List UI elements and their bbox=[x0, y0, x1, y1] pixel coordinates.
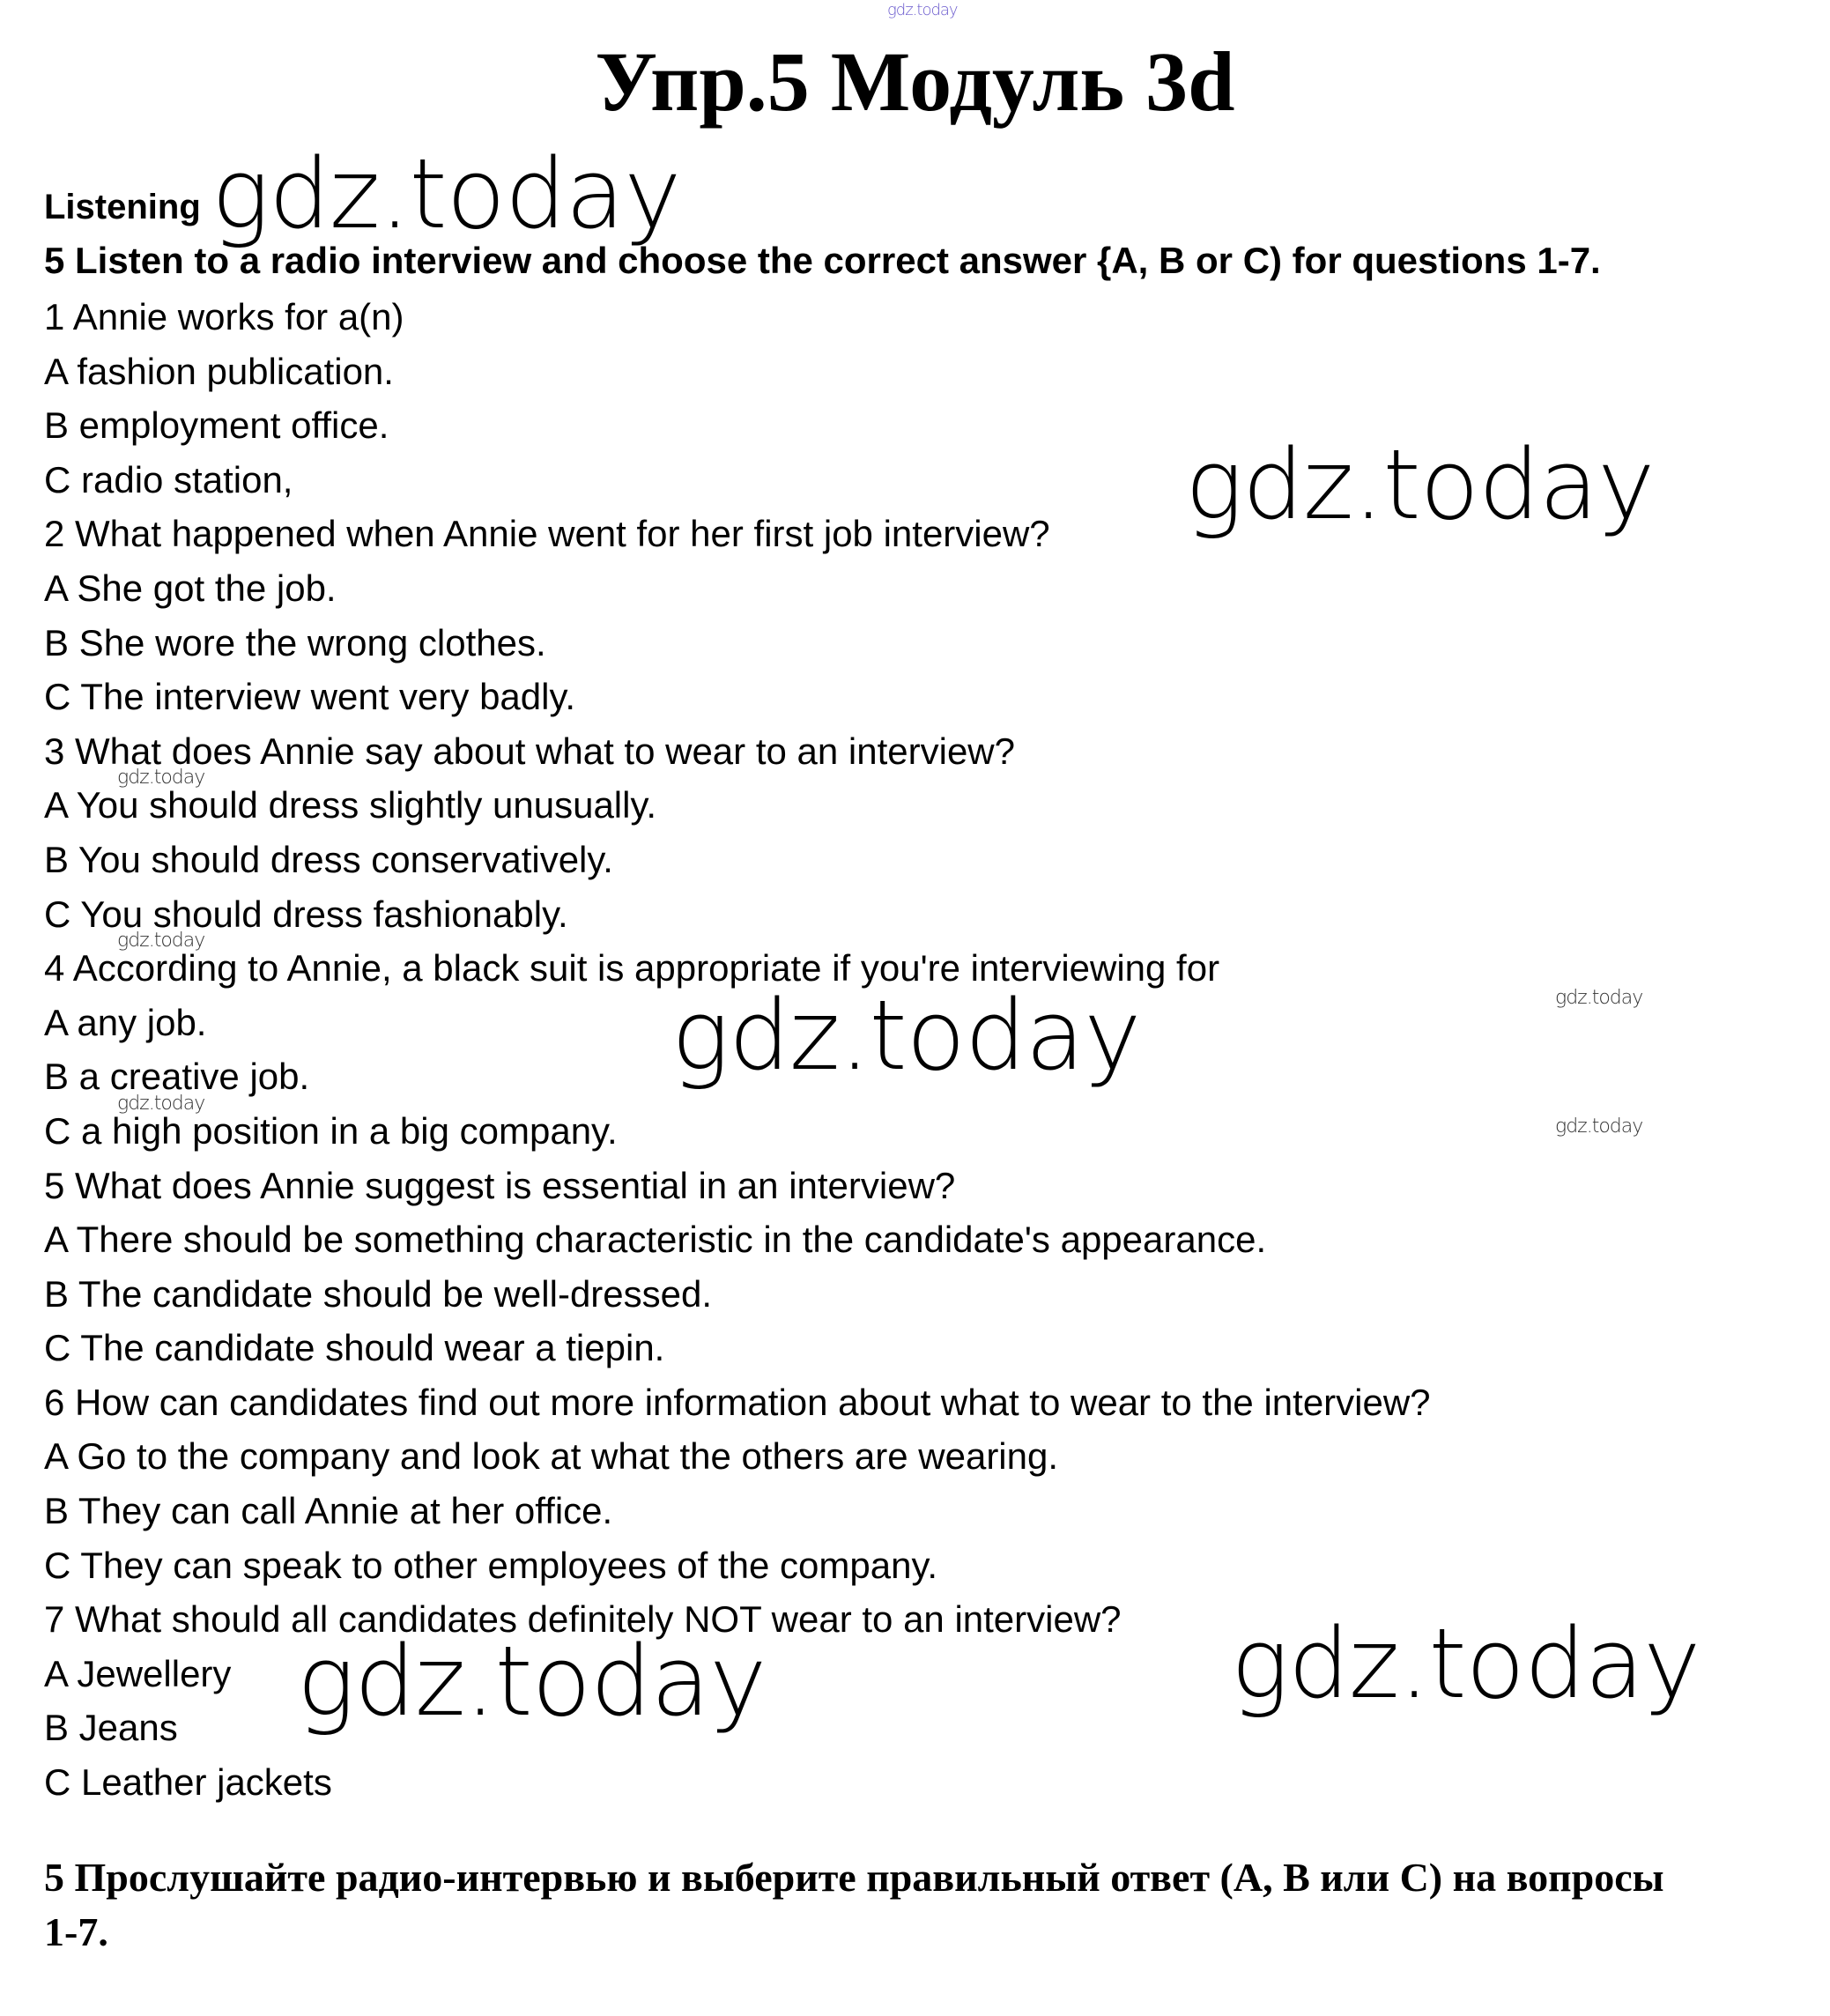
answer-line: B employment office. bbox=[44, 404, 389, 447]
watermark: gdz.today bbox=[1185, 428, 1655, 541]
answer-line: A fashion publication. bbox=[44, 350, 394, 392]
answer-line: B She wore the wrong clothes. bbox=[44, 621, 546, 663]
answer-line: A You should dress slightly unusually. bbox=[44, 784, 657, 826]
watermark: gdz.today bbox=[117, 1093, 205, 1115]
question-line: 3 What does Annie say about what to wear to an interview? bbox=[44, 730, 1015, 772]
answer-line: B The candidate should be well-dressed. bbox=[44, 1272, 713, 1315]
answer-line: A There should be something characteristic in the candidate's appearance. bbox=[44, 1219, 1267, 1261]
question-line: 1 Annie works for a(n) bbox=[44, 296, 404, 337]
question-line: 4 According to Annie, a black suit is appropriate if you're interviewing for bbox=[44, 947, 1220, 989]
question-line: 6 How can candidates find out more information about what to wear to the interview? bbox=[44, 1381, 1431, 1423]
page-title: Упр.5 Модуль 3d bbox=[595, 34, 1235, 129]
watermark: gdz.today bbox=[671, 979, 1141, 1092]
watermark: gdz.today bbox=[1555, 1115, 1643, 1138]
question-line: 5 What does Annie suggest is essential in an interview? bbox=[44, 1164, 956, 1206]
watermark: gdz.today bbox=[117, 767, 205, 789]
watermark: gdz.today bbox=[117, 930, 205, 952]
watermark: gdz.today bbox=[887, 1, 958, 19]
section-label: Listening bbox=[44, 188, 201, 226]
answer-line: C You should dress fashionably. bbox=[44, 893, 568, 935]
task-instruction: 5 Listen to a radio interview and choose the correct answer {A, B or C) for questions 1-7. bbox=[44, 240, 1601, 281]
watermark: gdz.today bbox=[1555, 987, 1643, 1009]
answer-line: A Jewellery bbox=[44, 1652, 232, 1694]
answer-line: B Jeans bbox=[44, 1707, 178, 1749]
answer-line: C They can speak to other employees of the company. bbox=[44, 1544, 938, 1586]
watermark: gdz.today bbox=[1231, 1607, 1700, 1720]
answer-line: C Leather jackets bbox=[44, 1761, 332, 1804]
answer-line: C The candidate should wear a tiepin. bbox=[44, 1327, 665, 1369]
answer-line: C a high position in a big company. bbox=[44, 1109, 618, 1152]
answer-line: B a creative job. bbox=[44, 1056, 310, 1098]
watermark: gdz.today bbox=[211, 137, 681, 250]
answer-line: A She got the job. bbox=[44, 567, 337, 609]
russian-translation: 5 Прослушайте радио-интервью и выберите правильный ответ (А, В или С) на вопросы 1-7. bbox=[44, 1855, 1664, 1954]
watermark: gdz.today bbox=[297, 1625, 767, 1738]
answer-line: C The interview went very badly. bbox=[44, 676, 576, 718]
question-line: 2 What happened when Annie went for her first job interview? bbox=[44, 513, 1050, 555]
answer-line: A any job. bbox=[44, 1001, 207, 1043]
question-line: 7 What should all candidates definitely NOT wear to an interview? bbox=[44, 1598, 1122, 1641]
answer-line: C radio station, bbox=[44, 458, 293, 500]
answer-line: B They can call Annie at her office. bbox=[44, 1490, 613, 1532]
answer-line: A Go to the company and look at what the others are wearing. bbox=[44, 1435, 1059, 1478]
answer-line: B You should dress conservatively. bbox=[44, 838, 613, 880]
